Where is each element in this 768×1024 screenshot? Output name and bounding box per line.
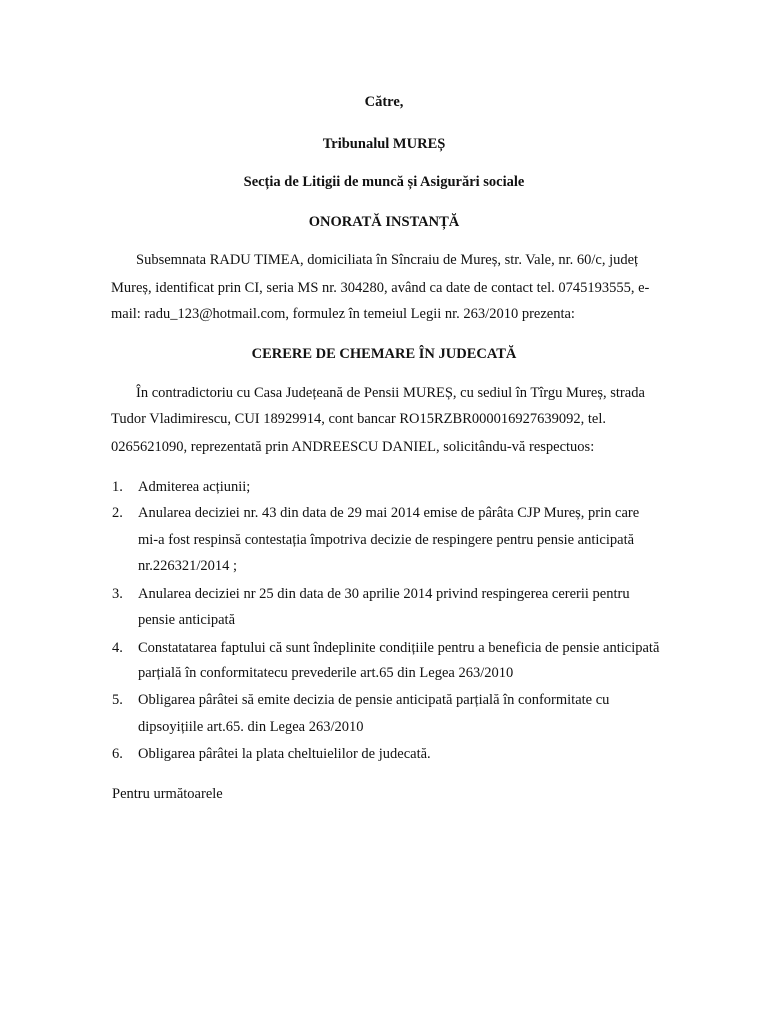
list-item-text: Obligarea pârâtei să emite decizia de pensie anticipată parțială în conformitate cu [138,692,610,708]
salutation-heading: ONORATĂ INSTANȚĂ [308,214,460,230]
list-item-number: 5. [112,692,123,708]
intro-line: Subsemnata RADU TIMEA, domiciliata în Sîncraiu de Mureș, str. Vale, nr. 60/c, județ [136,252,639,268]
list-item-text: mi-a fost respinsă contestația împotriva decizie de respingere pentru pensie anticipată [138,532,635,548]
list-item-text: Obligarea pârâtei la plata cheltuielilor de judecată. [138,746,431,762]
opposing-line: În contradictoriu cu Casa Județeană de Pensii MUREȘ, cu sediul în Tîrgu Mureș, strada [136,385,645,401]
intro-line: Mureș, identificat prin CI, seria MS nr. 304280, având ca date de contact tel. 0745193555, e- [111,280,650,296]
list-item-text: Anularea deciziei nr 25 din data de 30 aprilie 2014 privind respingerea cererii pentru [138,586,630,602]
list-item-text: nr.226321/2014 ; [138,558,238,574]
intro-line: mail: radu_123@hotmail.com, formulez în temeiul Legii nr. 263/2010 prezenta: [111,306,575,322]
list-item-text: dipsoyițiile art.65. din Legea 263/2010 [138,719,364,735]
list-item-text: Constatatarea faptului că sunt îndeplinite condițiile pentru a beneficia de pensie anticipată [138,640,660,656]
list-item-text: Anularea deciziei nr. 43 din data de 29 mai 2014 emise de pârâta CJP Mureș, prin care [138,505,640,521]
court-heading: Tribunalul MUREȘ [322,136,446,152]
opposing-line: 0265621090, reprezentată prin ANDREESCU DANIEL, solicitându-vă respectuos: [111,439,595,455]
closing-text: Pentru următoarele [112,786,223,802]
list-item-number: 6. [112,746,123,762]
list-item-text: parțială în conformitatecu prevederile art.65 din Legea 263/2010 [138,665,514,681]
list-item-number: 4. [112,640,123,656]
opposing-line: Tudor Vladimirescu, CUI 18929914, cont bancar RO15RZBR000016927639092, tel. [111,411,606,427]
list-item-number: 2. [112,505,123,521]
recipient-heading: Către, [364,94,404,110]
list-item-number: 3. [112,586,123,602]
list-item-text: pensie anticipată [138,612,236,628]
list-item-text: Admiterea acțiunii; [138,479,251,495]
document-title: CERERE DE CHEMARE ÎN JUDECATĂ [251,346,517,362]
section-heading: Secția de Litigii de muncă și Asigurări sociale [243,174,525,190]
list-item-number: 1. [112,479,123,495]
